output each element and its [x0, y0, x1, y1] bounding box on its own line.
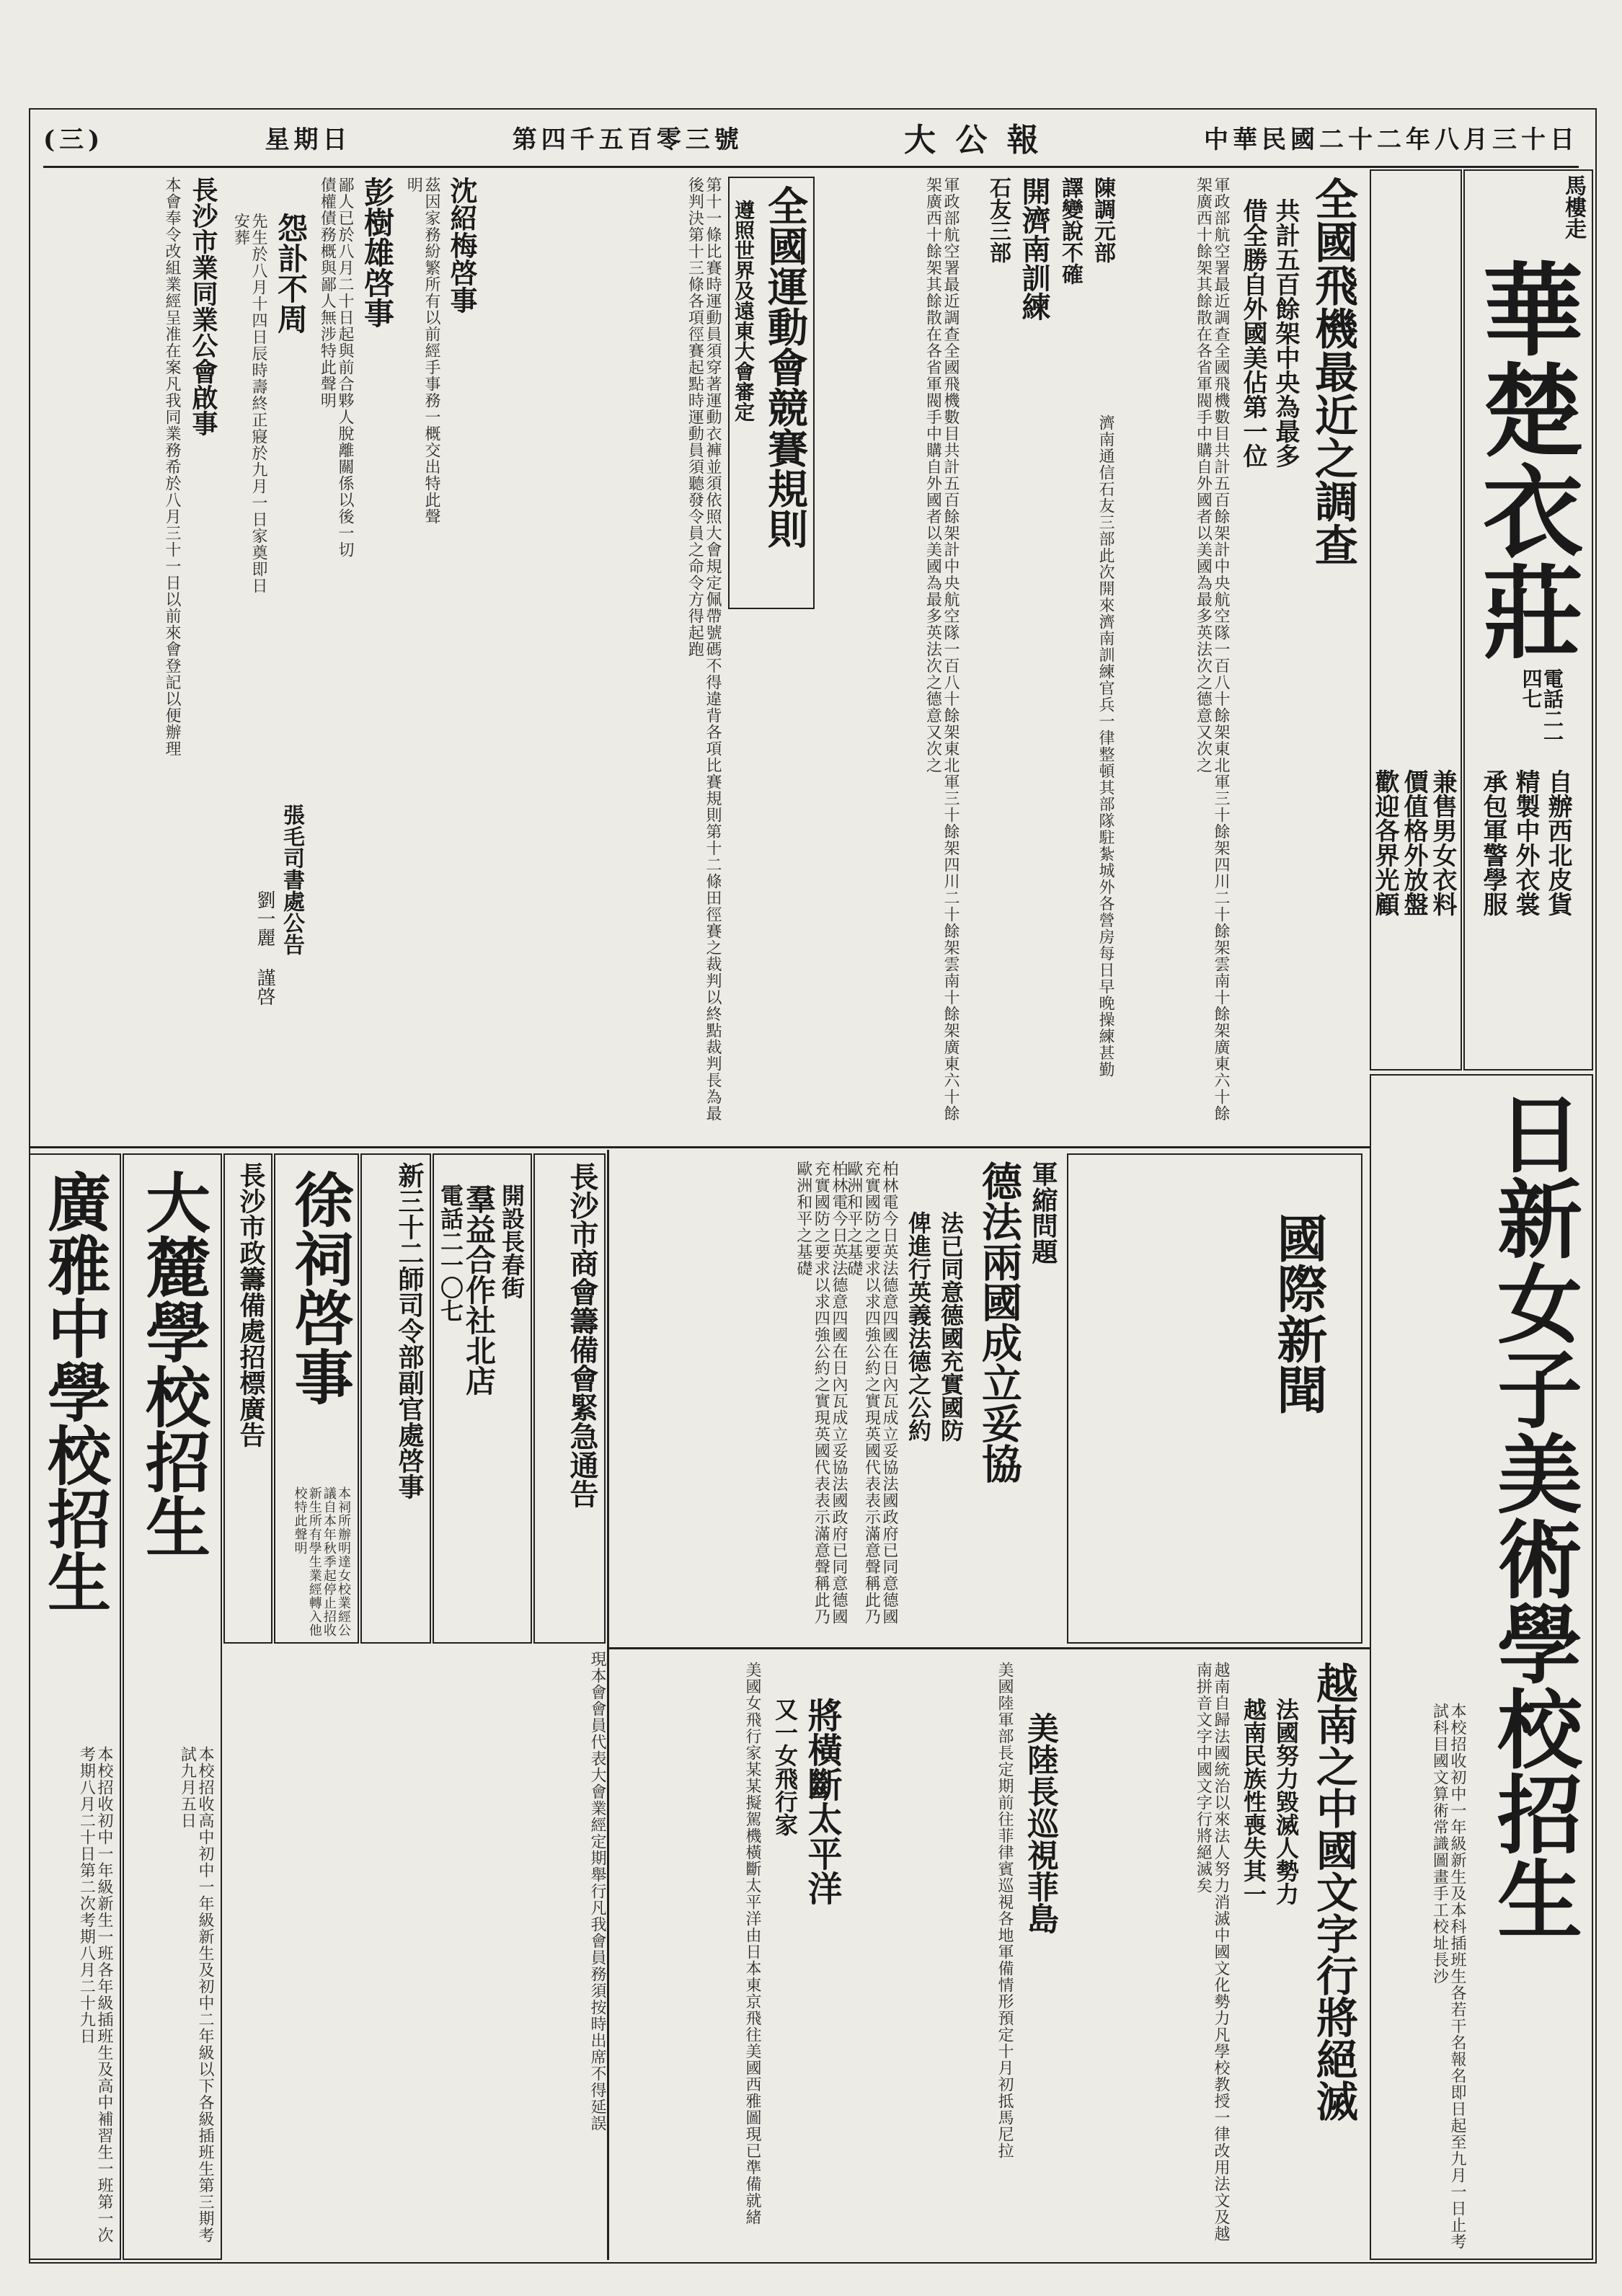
ad-huachu-s3: 自辦西北皮貨 — [1543, 769, 1572, 916]
ad-huachu-top: 馬樓走 — [1561, 174, 1586, 239]
pacific-body: 美國女飛行家某某擬駕機橫斷太平洋由日本東京飛往美國西雅圖現已準備就緒 — [743, 1662, 761, 2225]
jinan-title: 開濟南訓練 — [1017, 177, 1051, 321]
ad-changsha — [223, 1153, 272, 1644]
notice-peng: 彭樹雄啓事 — [360, 177, 395, 328]
international-section — [1067, 1153, 1362, 1644]
masthead-page: (三) — [43, 125, 105, 154]
ad-huachu-s1: 承包軍警學服 — [1479, 769, 1507, 916]
notice-yuanfu: 怨訃不周 — [273, 213, 309, 334]
hall-title: 新三十二師司令部副官處啓事 — [394, 1162, 425, 1499]
masthead-weekday: 星期日 — [265, 125, 352, 154]
ad-xu — [274, 1153, 359, 1644]
article-sports — [490, 169, 822, 1143]
article-pacific — [609, 1654, 847, 2260]
ad-huachu — [1463, 169, 1593, 1071]
ad-huachu-s5: 價值格外放盤 — [1399, 769, 1428, 916]
ad-hall — [360, 1153, 431, 1644]
jinan-body: 濟南通信石友三部此次開來濟南訓練官兵一律整頓其部隊駐紮城外各營房每日早晚操練甚勤 — [1096, 415, 1114, 1078]
sports-title: 全國運動會競賽規則 — [761, 185, 809, 549]
international-body-cont: 柏林電今日英法德意四國在日內瓦成立妥協法國政府已同意德國充實國防之要求以求四強公約之實現英國代表表示滿意聲稱此乃歐洲和平之基礎 — [794, 1161, 848, 1625]
chamber-title: 長沙市商會籌備會緊急通告 — [565, 1162, 599, 1508]
masthead-date: 中華民國二十二年八月三十日 — [1203, 125, 1579, 154]
vietnam-body: 越南自歸法國統治以來法人努力消滅中國文化勢力凡學校教授一律改用法文及越南拼音文字中國文字行將絕滅矣 — [1194, 1662, 1230, 2242]
masthead-issue: 第四千五百零三號 — [512, 125, 743, 154]
masthead-title: 大 公 報 — [904, 122, 1043, 159]
notice-yuanfu-body: 先生於八月十四日辰時壽終正寢於九月一日家奠即日安葬 — [231, 213, 267, 594]
jinan-sub: 石友三部 — [985, 177, 1011, 263]
ad-guangya — [29, 1153, 121, 2260]
changsha-title: 長沙市政籌備處招標廣告 — [236, 1162, 266, 1448]
ad-huachu-phone-label: 電話 — [1541, 668, 1564, 709]
planes-subtitle2: 借全勝自外國美佔第一位 — [1238, 198, 1267, 468]
article-marcos — [851, 1654, 1063, 2260]
international-rubric: 軍縮問題 — [1028, 1161, 1058, 1264]
notice-changsha-body: 本會奉令改組業經呈准在案凡我同業務希於八月三十一日以前來會登記以便辦理 — [163, 177, 181, 757]
column-body-a: 軍政部航空署最近調查全國飛機數目共計五百餘架計中央航空隊一百八十餘架東北軍三十餘架四川二十餘架雲南十餘架廣東六十餘架廣西十餘架其餘散在各省軍閥手中購自外國者以美國為最多英法次之德意又次之 — [923, 177, 960, 1122]
planes-body: 軍政部航空署最近調查全國飛機數目共計五百餘架計中央航空隊一百八十餘架東北軍三十餘架四川二十餘架雲南十餘架廣東六十餘架廣西十餘架其餘散在各省軍閥手中購自外國者以美國為最多英法次之德意又次之 — [1194, 177, 1230, 1122]
ad-rixin — [1370, 1074, 1593, 2260]
ad-dalu — [123, 1153, 222, 2260]
notice-changsha: 長沙市業同業公會啟事 — [188, 177, 218, 436]
international-sub: 法已同意德國充實國防 — [937, 1211, 965, 1442]
ad-huachu-phone — [1520, 668, 1563, 762]
article-vietnam — [1067, 1654, 1362, 2260]
vietnam-sub: 法國努力毀滅人勢力 — [1272, 1698, 1300, 1905]
guangya-body: 本校招收初中一年級新生一班各年級插班生及高中補習生一班第一次考期八月二十日第二次考期八月二十九日 — [77, 1746, 113, 2243]
divider-lower — [609, 1647, 1370, 1649]
jinan-author: 陳調元部 — [1090, 177, 1115, 263]
masthead — [43, 108, 1579, 168]
ad-rixin-note: 本校招收初中一年級新生及本科插班生各若干名報名即日起至九月一日止考試科目國文算術常識圖畫手工校址長沙 — [1430, 1703, 1466, 2250]
divider-ads — [607, 1150, 609, 2260]
planes-title: 全國飛機最近之調查 — [1308, 177, 1358, 566]
vietnam-title: 越南之中國文字行將絕滅 — [1309, 1662, 1358, 2122]
notice-shen-body: 茲因家務紛繁所有以前經手事務一概交出特此聲明 — [404, 177, 440, 525]
notice-peng-body: 鄙人已於八月二十日起與前合夥人脫離關係以後一切債權債務概與鄙人無涉特此聲明 — [318, 177, 354, 558]
sports-subtitle: 遵照世界及遠東大會審定 — [732, 200, 755, 422]
dalu-body: 本校招收高中初中一年級新生及初中二年級以下各級插班生第三期考試九月五日 — [178, 1746, 214, 2243]
notice-zhang: 張毛司書處公告 — [279, 804, 304, 955]
sports-body: 第十一條比賽時運動員須穿著運動衣褲並須依照大會規定佩帶號碼不得違背各項比賽規則第十二條田徑賽之裁判以終點裁判長為最後判決第十三條各項徑賽起點時運動員須聽發令員之命令方得起跑 — [686, 177, 722, 1122]
divider-upper — [29, 1146, 1370, 1148]
ad-coop — [433, 1153, 532, 1644]
article-planes — [1125, 169, 1362, 1143]
notice-sign: 劉一麗 謹啓 — [254, 890, 275, 1006]
international-sub2: 俾進行英義法德之公約 — [905, 1211, 932, 1442]
coop-phone: 電話二一〇七 — [437, 1184, 464, 1322]
xu-title: 徐祠啓事 — [285, 1169, 354, 1406]
vietnam-sub2: 越南民族性喪失其一 — [1240, 1698, 1267, 1905]
article-jinan — [966, 169, 1121, 1143]
ad-rixin-title: 日新女子美術學校招生 — [1483, 1090, 1583, 1941]
xu-body: 本祠所辦明達女校業經公議自本年秋季起停止招收新生所有學生業經轉入他校特此聲明 — [292, 1486, 351, 1637]
ad-huachu-s4: 兼售男女衣料 — [1428, 769, 1457, 916]
international-title: 德法兩國成立妥協 — [975, 1161, 1023, 1484]
dalu-title: 大麓學校招生 — [134, 1169, 210, 1559]
international-article — [844, 1153, 1063, 1644]
notices-column — [43, 169, 483, 1143]
marcos-title: 美陸長巡視菲島 — [1021, 1712, 1058, 1934]
coop-sub: 開設長春街 — [498, 1184, 526, 1299]
planes-subtitle: 共計五百餘架中央為最多 — [1271, 198, 1300, 468]
ad-huachu-phone-number: 二一四七 — [1519, 668, 1564, 749]
ad-huachu-brand: 華楚衣莊 — [1466, 257, 1584, 661]
international-body: 柏林電今日英法德意四國在日內瓦成立妥協法國政府已同意德國充實國防之要求以求四強公約之實現英國代表表示滿意聲稱此乃歐洲和平之基礎 — [844, 1161, 898, 1625]
marcos-body: 美國陸軍部長定期前往菲律賓巡視各地軍備情形預定十月初抵馬尼拉 — [996, 1662, 1014, 2159]
sports-title-box — [728, 177, 815, 609]
ad-huachu-2 — [1370, 169, 1462, 1071]
notice-shen: 沈紹梅啓事 — [446, 177, 478, 314]
ad-huachu-s2: 精製中外衣裳 — [1511, 769, 1540, 916]
international-label: 國際新聞 — [1269, 1213, 1329, 1414]
jinan-author2: 譯變說不確 — [1058, 177, 1083, 285]
ads-bottom-text: 現本會會員代表大會業經定期舉行凡我會員務須按時出席不得延誤 — [588, 1651, 606, 2132]
ad-huachu-s6: 歡迎各界光顧 — [1370, 769, 1399, 916]
pacific-sub: 又一女飛行家 — [771, 1698, 799, 1836]
coop-title: 羣益合作社北店 — [461, 1184, 497, 1396]
guangya-title: 廣雅中學校招生 — [37, 1169, 112, 1613]
ad-chamber — [533, 1153, 606, 1644]
pacific-title: 將橫斷太平洋 — [802, 1698, 842, 1905]
